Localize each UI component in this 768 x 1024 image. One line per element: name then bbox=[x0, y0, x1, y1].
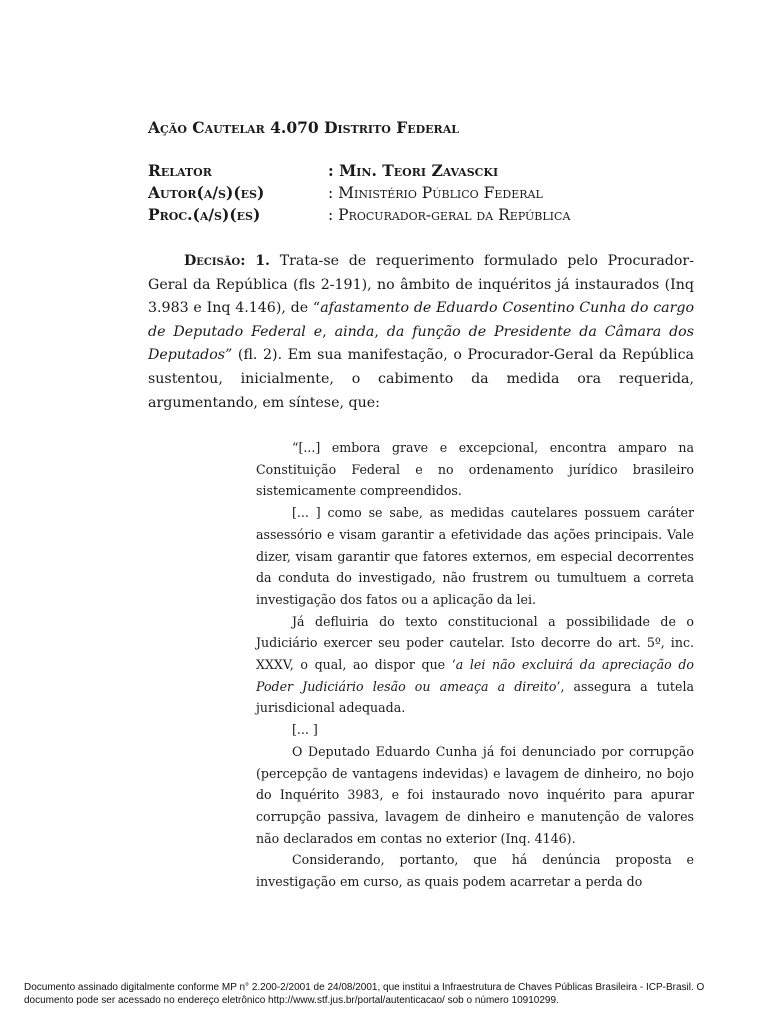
decision-paragraph bbox=[148, 250, 694, 415]
relator-label: Relator bbox=[148, 161, 212, 180]
quote-paragraph-6: Considerando, portanto, que há denúncia proposta e investigação em curso, as quais podem acarretar a perda do bbox=[256, 852, 694, 890]
decision-italic-2: ainda bbox=[334, 323, 375, 340]
decision-text-2: , bbox=[322, 323, 335, 340]
autor-label: Autor(a/s)(es) bbox=[148, 183, 265, 202]
quote-paragraph-3 bbox=[256, 611, 694, 720]
quote-p3-italic: a lei não excluirá da apreciação do Poder Judiciário lesão ou ameaça a direito bbox=[256, 657, 695, 694]
quote-paragraph-1: “[...] embora grave e excepcional, encontra amparo na Constituição Federal e no ordenamento jurídico brasileiro sistemicamente compreendidos. bbox=[256, 440, 694, 499]
quote-paragraph-5: O Deputado Eduardo Cunha já foi denunciado por corrupção (percepção de vantagens indevidas) e lavagem de dinheiro, no bojo do Inquérito 3983, e foi instaurado novo inquérito para apurar corrupção passiva, lavagem de dinheiro e manutenção de valores não declarados em contas no exterior (Inq. 4146). bbox=[256, 743, 694, 846]
digital-signature-footer: Documento assinado digitalmente conforme MP n° 2.200-2/2001 de 24/08/2001, que institui a Infraestrutura de Chaves Públicas Brasileira - ICP-Brasil. O documento pode ser acessado no endereço eletrônico http://www.stf.jus.br/portal/autenticacao/ sob o número 10910299. bbox=[24, 982, 705, 1006]
decision-italic-3: da função de Presidente da Câmara dos Deputados” bbox=[148, 323, 695, 364]
decision-lead: Decisão: bbox=[184, 253, 246, 269]
decision-text-4: (fl. 2). Em sua manifestação, o Procurador-Geral da República sustentou, inicialmente, o cabimento da medida ora requerida, argumentando, em síntese, que: bbox=[148, 347, 694, 411]
proc-value: : Procurador-geral da República bbox=[328, 206, 571, 224]
quote-paragraph-4: [... ] bbox=[292, 722, 318, 738]
decision-italic-1: afastamento de Eduardo Cosentino Cunha do cargo de Deputado Federal e bbox=[148, 300, 695, 340]
quote-paragraph-2: [... ] como se sabe, as medidas cautelares possuem caráter assessório e visam garantir a efetividade das ações principais. Vale dizer, visam garantir que fatores externos, em especial decorrentes da conduta do investigado, não frustrem ou tumultuem a correta investigação dos fatos ou a aplicação da lei. bbox=[256, 505, 694, 607]
relator-row bbox=[148, 160, 708, 182]
autor-value: : Ministério Público Federal bbox=[328, 184, 543, 202]
document-title: Ação Cautelar 4.070 Distrito Federal bbox=[148, 118, 459, 137]
proc-label: Proc.(a/s)(es) bbox=[148, 205, 261, 224]
autor-row bbox=[148, 182, 708, 204]
proc-row bbox=[148, 204, 708, 226]
quote-p3-text-b: ’, assegura a tutela jurisdicional adequada. bbox=[256, 678, 694, 716]
decision-text-1: Trata-se de requerimento formulado pelo Procurador-Geral da República (fls 2-191), no âmbito de inquéritos já instaurados (Inq 3.983 e Inq 4.146), de “ bbox=[148, 253, 694, 317]
quotation-block bbox=[256, 437, 694, 893]
decision-number: 1. bbox=[255, 253, 270, 269]
relator-value: : Min. Teori Zavascki bbox=[328, 161, 499, 180]
decision-text-3: , bbox=[374, 323, 387, 340]
quote-p3-text-a: Já defluiria do texto constitucional a possibilidade de o Judiciário exercer seu poder cautelar. Isto decorre do art. 5º, inc. XXXV, o qual, ao dispor que ‘ bbox=[256, 613, 694, 673]
